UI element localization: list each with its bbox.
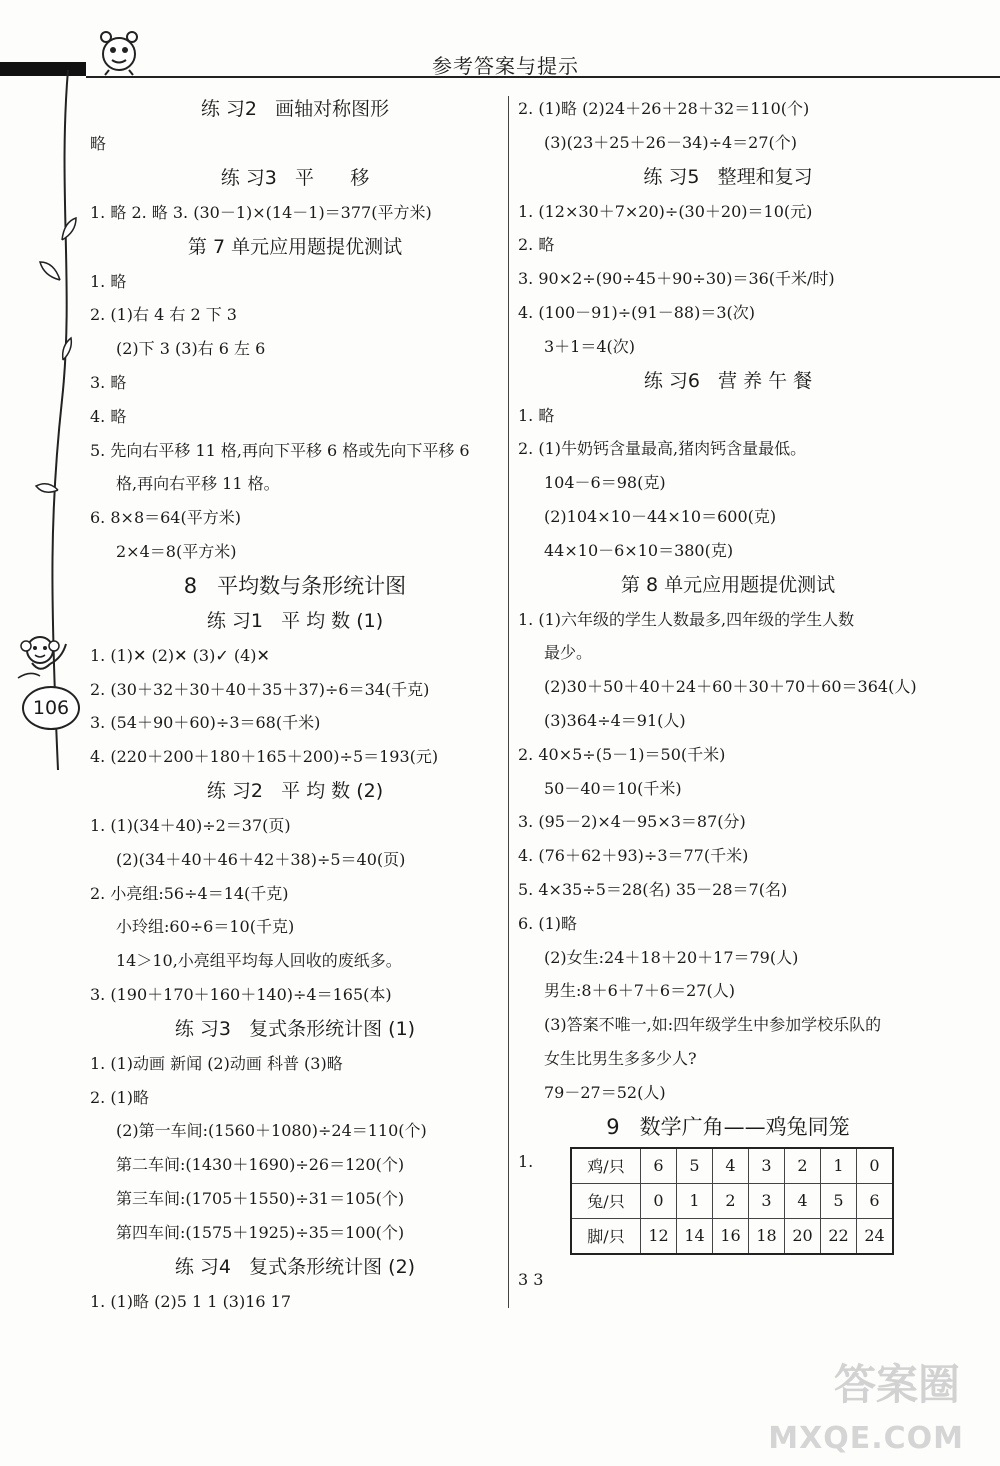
table-cell: 4 (785, 1183, 821, 1218)
table-cell: 5 (677, 1148, 713, 1184)
table-row (571, 1218, 893, 1254)
answer-line: 5. 先向右平移 11 格,再向下平移 6 格或先向下平移 6 (90, 440, 470, 460)
section-heading: 第 7 单元应用题提优测试 (187, 235, 403, 258)
answer-line: (2)女生:24＋18＋20＋17＝79(人) (544, 947, 799, 967)
section-heading: 8 平均数与条形统计图 (183, 573, 407, 598)
section-heading: 练 习5 整理和复习 (643, 165, 813, 188)
table-cell: 14 (677, 1218, 713, 1254)
answer-line: 第四车间:(1575＋1925)÷35＝100(个) (116, 1222, 405, 1242)
table-row (571, 1183, 893, 1218)
answer-line: 2. (1)略 (2)24＋26＋28＋32＝110(个) (518, 99, 810, 118)
answer-line: (3)答案不唯一,如:四年级学生中参加学校乐队的 (544, 1015, 882, 1035)
table-row-label: 脚/只 (571, 1218, 641, 1254)
column-divider (508, 96, 509, 1308)
table-cell: 3 (749, 1183, 785, 1218)
answer-line: 5. 4×35÷5＝28(名) 35－28＝7(名) (518, 879, 788, 899)
answer-line: 1. (1)✕ (2)✕ (3)✓ (4)✕ (90, 645, 270, 665)
answer-line: 2. (1)略 (90, 1087, 150, 1107)
answer-line: (2)104×10－44×10＝600(克) (544, 506, 777, 526)
answer-line: (2)第一车间:(1560＋1080)÷24＝110(个) (116, 1121, 427, 1141)
answer-line: 1. 略 (518, 405, 555, 425)
answer-line: 2. 小亮组:56÷4＝14(千克) (90, 883, 289, 903)
answer-line: 1. 略 2. 略 3. (30－1)×(14－1)＝377(平方米) (90, 202, 432, 222)
table-cell: 6 (641, 1148, 677, 1184)
answer-line: 2. (1)右 4 右 2 下 3 (90, 305, 237, 325)
answer-line: 2. (30＋32＋30＋40＋35＋37)÷6＝34(千克) (90, 679, 430, 699)
answer-line: 79－27＝52(人) (544, 1082, 666, 1102)
answer-line: 4. (100－91)÷(91－88)＝3(次) (518, 302, 756, 322)
watermark-site: MXQE.COM (768, 1421, 964, 1456)
table-cell: 18 (749, 1218, 785, 1254)
answer-line: (3)364÷4＝91(人) (544, 710, 686, 730)
answer-line: 14＞10,小亮组平均每人回收的废纸多。 (116, 951, 402, 971)
table-cell: 0 (857, 1148, 894, 1184)
answer-line: 格,再向右平移 11 格。 (116, 474, 280, 494)
section-heading: 第 8 单元应用题提优测试 (620, 573, 836, 596)
table-cell: 20 (785, 1218, 821, 1254)
answer-line: 1. (1)(34＋40)÷2＝37(页) (90, 815, 291, 835)
section-heading: 练 习3 复式条形统计图 (1) (174, 1017, 416, 1040)
answer-line: 2×4＝8(平方米) (116, 541, 237, 561)
table-cell: 4 (713, 1148, 749, 1184)
section-heading: 练 习2 画轴对称图形 (200, 98, 390, 120)
answer-line: 1. (1)六年级的学生人数最多,四年级的学生人数 (518, 609, 855, 629)
section-heading: 练 习4 复式条形统计图 (2) (174, 1255, 416, 1278)
answer-line: (2)(34＋40＋46＋42＋38)÷5＝40(页) (116, 849, 406, 869)
table-cell: 1 (677, 1183, 713, 1218)
table-cell: 1 (821, 1148, 857, 1184)
answer-line: 2. (1)牛奶钙含量最高,猪肉钙含量最低。 (518, 439, 807, 459)
monkey-mascot-icon (10, 626, 72, 688)
answer-line: 男生:8＋6＋7＋6＝27(人) (544, 981, 735, 1001)
table-cell: 16 (713, 1218, 749, 1254)
table-cell: 22 (821, 1218, 857, 1254)
section-heading: 练 习6 营 养 午 餐 (643, 369, 813, 392)
answer-line: 1. 略 (90, 271, 127, 291)
table-cell: 5 (821, 1183, 857, 1218)
alarm-clock-mascot-icon (94, 28, 144, 76)
page-number: 106 (22, 686, 80, 730)
section-heading: 练 习1 平 均 数 (1) (206, 609, 384, 632)
table-cell: 12 (641, 1218, 677, 1254)
answer-line: 44×10－6×10＝380(克) (544, 540, 734, 560)
right-column-lines (518, 92, 938, 1145)
answer-line: 最少。 (544, 643, 593, 663)
answer-line: (2)30＋50＋40＋24＋60＋30＋70＋60＝364(人) (544, 677, 917, 697)
answer-line: (3)(23＋25＋26－34)÷4＝27(个) (544, 132, 798, 152)
table-cell: 2 (785, 1148, 821, 1184)
answer-line: 104－6＝98(克) (544, 473, 666, 493)
answer-line: 4. 略 (90, 406, 127, 426)
table-cell: 24 (857, 1218, 894, 1254)
answer-line: 3＋1＝4(次) (544, 336, 636, 356)
answer-line: 2. 40×5÷(5－1)＝50(千米) (518, 744, 726, 764)
table-followup-answer: 3 3 (518, 1269, 544, 1289)
table-row-label: 兔/只 (571, 1183, 641, 1218)
answer-line: 3. 略 (90, 372, 127, 392)
answer-line: 2. 略 (518, 235, 555, 255)
header-title: 参考答案与提示 (432, 54, 579, 78)
answer-line: 第二车间:(1430＋1690)÷26＝120(个) (116, 1155, 405, 1175)
left-column (90, 92, 500, 1318)
answer-line: 6. (1)略 (518, 913, 578, 933)
table-cell: 3 (749, 1148, 785, 1184)
section-heading: 练 习2 平 均 数 (2) (206, 779, 384, 802)
table-row (571, 1148, 893, 1184)
table-cell: 6 (857, 1183, 894, 1218)
chicken-rabbit-answer (518, 1147, 938, 1255)
table-row-label: 鸡/只 (571, 1148, 641, 1184)
answer-line: 女生比男生多多少人? (544, 1048, 697, 1068)
answer-line: 50－40＝10(千米) (544, 778, 682, 798)
answer-line: 略 (90, 134, 107, 153)
table-cell: 2 (713, 1183, 749, 1218)
table-cell: 0 (641, 1183, 677, 1218)
section-heading: 9 数学广角——鸡兔同笼 (606, 1114, 850, 1139)
table-question-number: 1. (518, 1151, 534, 1171)
section-heading: 练 习3 平 移 (220, 166, 370, 189)
answer-line: 第三车间:(1705＋1550)÷31＝105(个) (116, 1188, 405, 1208)
right-column (518, 92, 938, 1297)
watermark-logo: 答案圈 (833, 1360, 960, 1409)
answer-line: 3. (95－2)×4－95×3＝87(分) (518, 812, 746, 832)
answer-line: 6. 8×8＝64(平方米) (90, 508, 241, 528)
answer-line: 3. (190＋170＋160＋140)÷4＝165(本) (90, 984, 392, 1004)
chicken-rabbit-table (570, 1147, 894, 1255)
answer-line: 3. 90×2÷(90÷45＋90÷30)＝36(千米/时) (518, 269, 835, 289)
answer-line: 4. (220＋200＋180＋165＋200)÷5＝193(元) (90, 747, 439, 767)
answer-line: 3. (54＋90＋60)÷3＝68(千米) (90, 713, 321, 733)
answer-line: 1. (12×30＋7×20)÷(30＋20)＝10(元) (518, 201, 813, 221)
answer-line: 1. (1)动画 新闻 (2)动画 科普 (3)略 (90, 1053, 343, 1073)
answer-line: 4. (76＋62＋93)÷3＝77(千米) (518, 846, 749, 866)
answer-line: 小玲组:60÷6＝10(千克) (116, 917, 295, 937)
answer-line: 1. (1)略 (2)5 1 1 (3)16 17 (90, 1291, 292, 1311)
answer-line: (2)下 3 (3)右 6 左 6 (116, 339, 266, 359)
